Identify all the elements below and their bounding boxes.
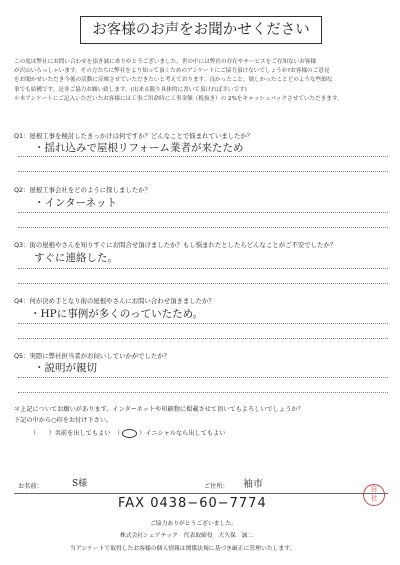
question-5-label: Q5：実際に弊社担当者がお伺いしていかがでしたか？ — [14, 352, 171, 360]
address-value: 袖市 — [243, 479, 263, 490]
answer-line — [18, 323, 388, 324]
intro-line: が沢山いらっしゃいます。その方たちに弊社をより知って頂くためのアンケートにご協力頂けないでしょうか?お客様のご意見 — [14, 68, 330, 75]
question-3-label: Q3：街の屋根やさんを知りすぐにお問合せ頂けましたか？もし悩まれたとしたらどんなことがご不安でしたか？ — [14, 241, 337, 249]
answer-line — [18, 283, 388, 284]
fax-number: FAX 0438−60−7774 — [118, 496, 267, 511]
name-address-row — [14, 475, 388, 494]
answer-line — [18, 377, 388, 378]
consent-instruction: 下記の中から○印をお付け下さい。 — [14, 417, 113, 424]
company-seal-stamp — [363, 484, 385, 506]
footer-thanks: ご協力ありがとうございました。 — [150, 521, 237, 527]
footer-company: 株式会社シェアテック 代表取締役 大久保 誠二 — [120, 533, 254, 539]
answer-line — [18, 171, 388, 172]
answer-line — [18, 392, 388, 393]
intro-text — [14, 58, 390, 104]
intro-line: この度は弊社にお問い合わせを頂き誠にありがとうございました。世の中には弊社の存在やサービスをご存知ないお客様 — [14, 59, 317, 65]
consent-option-initial[interactable] — [114, 428, 225, 438]
paren-open: （ ） — [30, 430, 55, 437]
question-5-answer: ・説明が親切 — [34, 362, 97, 374]
paren-open: （ — [114, 430, 123, 437]
option-name-label: 名前を出してもよい — [54, 430, 111, 437]
paren-close: ） — [137, 430, 146, 437]
answer-line — [18, 212, 388, 213]
question-3-answer: すぐに連絡した。 — [34, 252, 118, 264]
name-value: S様 — [72, 479, 88, 489]
intro-line: ＊本アンケートにご記入いただいたお客様には工事ご用命時に工事金額（税抜き）の 2%をキャッシュバックさせていただきます。 — [14, 95, 343, 102]
circle-mark-icon — [122, 429, 137, 438]
consent-request: ＊上記についてお願いがあります。インターネットや印刷物に掲載させて頂いてもよろしいでしょうか？ — [14, 406, 304, 413]
answer-line — [18, 268, 388, 269]
consent-option-name[interactable] — [30, 428, 110, 437]
intro-line: 事でも結構です。是非ご協力お願い致します。(出来る限り具体的に書いて頂ければ幸いです) — [14, 86, 247, 93]
question-2-answer: ・インターネット — [34, 197, 118, 209]
footer-privacy: 当アンケートで取得したお客様の個人情報は関係法規に基づき厳正に管理いたします。 — [70, 546, 296, 552]
question-2-label: Q2：屋根工事会社をどのように探しましたか？ — [14, 186, 151, 194]
question-1-label: Q1：屋根工事を検討したきっかけは何ですか？どんなことで悩まれていましたか？ — [14, 132, 254, 140]
question-4-answer: ・HPに事例が多くのっていたため。 — [30, 308, 204, 320]
intro-line: をお聞かせいただき今後の活動に反映させていただきたいと考えております。良かったこと、嬉しかったことどのような些細な — [14, 77, 333, 84]
answer-line — [18, 156, 388, 157]
page-title: お客様のお声をお聞かせください — [80, 16, 322, 44]
answer-line — [18, 227, 388, 228]
answer-line — [18, 338, 388, 339]
address-label: ご住所： — [204, 483, 229, 490]
question-4-label: Q4：何が決め手となり街の屋根やさんにお問い合わせ頂きましたか？ — [14, 297, 215, 305]
option-initial-label: イニシャルなら出してもよい — [145, 430, 226, 437]
stamp-text: 自 社 — [370, 485, 378, 502]
question-1-answer: ・揺れ込みで屋根リフォーム業者が来たため — [34, 142, 244, 154]
name-label: お名前： — [18, 483, 43, 490]
